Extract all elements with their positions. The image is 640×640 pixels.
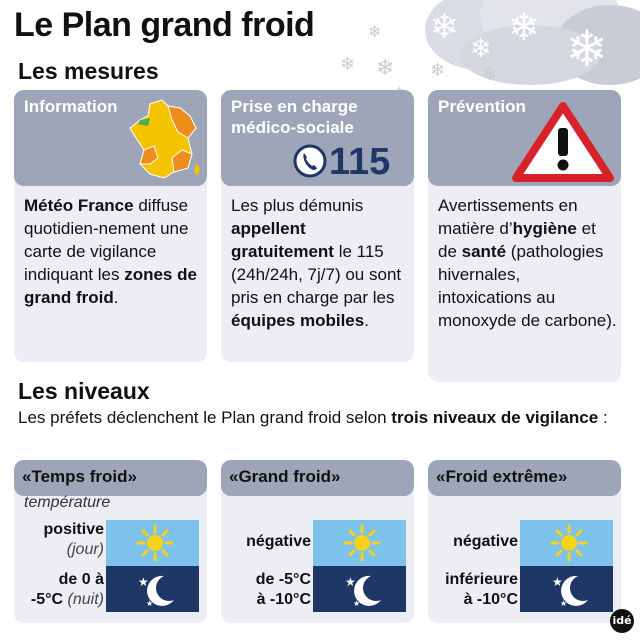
svg-text:★: ★ — [552, 575, 563, 589]
moon-icon — [548, 570, 598, 610]
level-title: «Froid extrême» — [436, 467, 568, 486]
day-temperature: positive (jour) — [43, 521, 104, 558]
day-temperature: négative — [246, 533, 311, 550]
snowflake-icon: ❄ — [368, 22, 382, 41]
snowflake-icon: ❄ — [470, 34, 492, 64]
night-temperature: inférieure à -10°C — [445, 571, 518, 608]
night-temperature: de -5°C à -10°C — [255, 571, 311, 608]
svg-text:★: ★ — [138, 575, 149, 589]
night-temperature: de 0 à -5°C (nuit) — [30, 571, 104, 608]
card-medical-care — [221, 90, 414, 362]
card-prevention — [428, 90, 621, 382]
sun-icon — [343, 524, 381, 562]
svg-text:★: ★ — [353, 599, 361, 608]
svg-text:★: ★ — [560, 599, 568, 608]
snowflake-icon: ❄ — [430, 60, 446, 81]
level-card-grand-froid — [221, 460, 414, 623]
card-body: Avertissements en matière d’hygiène et de santé (pathologies hivernales, intoxications au monoxyde de carbone). — [438, 196, 617, 330]
snowflake-icon: ❄ — [340, 54, 356, 75]
page-title: Le Plan grand froid — [14, 6, 315, 44]
card-header — [14, 90, 207, 186]
moon-icon — [134, 570, 184, 610]
level-title: «Temps froid» — [22, 467, 137, 486]
card-information — [14, 90, 207, 362]
sun-icon — [136, 524, 174, 562]
publisher-logo: idé — [610, 609, 634, 633]
card-header — [428, 90, 621, 186]
france-map-icon — [128, 98, 204, 180]
snowflake-icon: ❄ — [482, 64, 498, 85]
card-body: Les plus démunis appellent gratuitement le 115 (24h/24h, 7j/7) ou sont pris en charge par les équipes mobiles. — [231, 196, 402, 330]
card-body: Météo France diffuse quotidien-nement une carte de vigilance indiquant les zones de grand froid. — [24, 196, 197, 307]
svg-text:★: ★ — [146, 599, 154, 608]
intro-text: Les préfets déclenchent le Plan grand froid selon trois niveaux de vigilance : — [18, 408, 608, 427]
snowflake-icon: ❄ — [566, 20, 608, 78]
sun-icon — [550, 524, 588, 562]
section-title-measures: Les mesures — [18, 58, 159, 84]
snowflake-icon: ❄ — [508, 5, 540, 49]
moon-icon — [341, 570, 391, 610]
phone-number: 115 — [329, 141, 391, 183]
temperature-label: température — [24, 494, 111, 511]
level-card-froid-extreme — [428, 460, 621, 623]
snowflake-icon: ❄ — [430, 7, 459, 47]
level-title: «Grand froid» — [229, 467, 341, 486]
card-header-title: Information — [24, 97, 118, 116]
card-header-title: Prise en charge médico-sociale — [231, 97, 358, 137]
phone-icon — [293, 144, 327, 178]
warning-icon — [512, 102, 614, 182]
section-title-levels: Les niveaux — [18, 378, 150, 404]
svg-text:★: ★ — [345, 575, 356, 589]
day-temperature: négative — [453, 533, 518, 550]
card-header-title: Prévention — [438, 97, 526, 116]
card-header — [221, 90, 414, 186]
snowflake-icon: ❄ — [376, 56, 395, 81]
level-card-temps-froid — [14, 460, 207, 623]
